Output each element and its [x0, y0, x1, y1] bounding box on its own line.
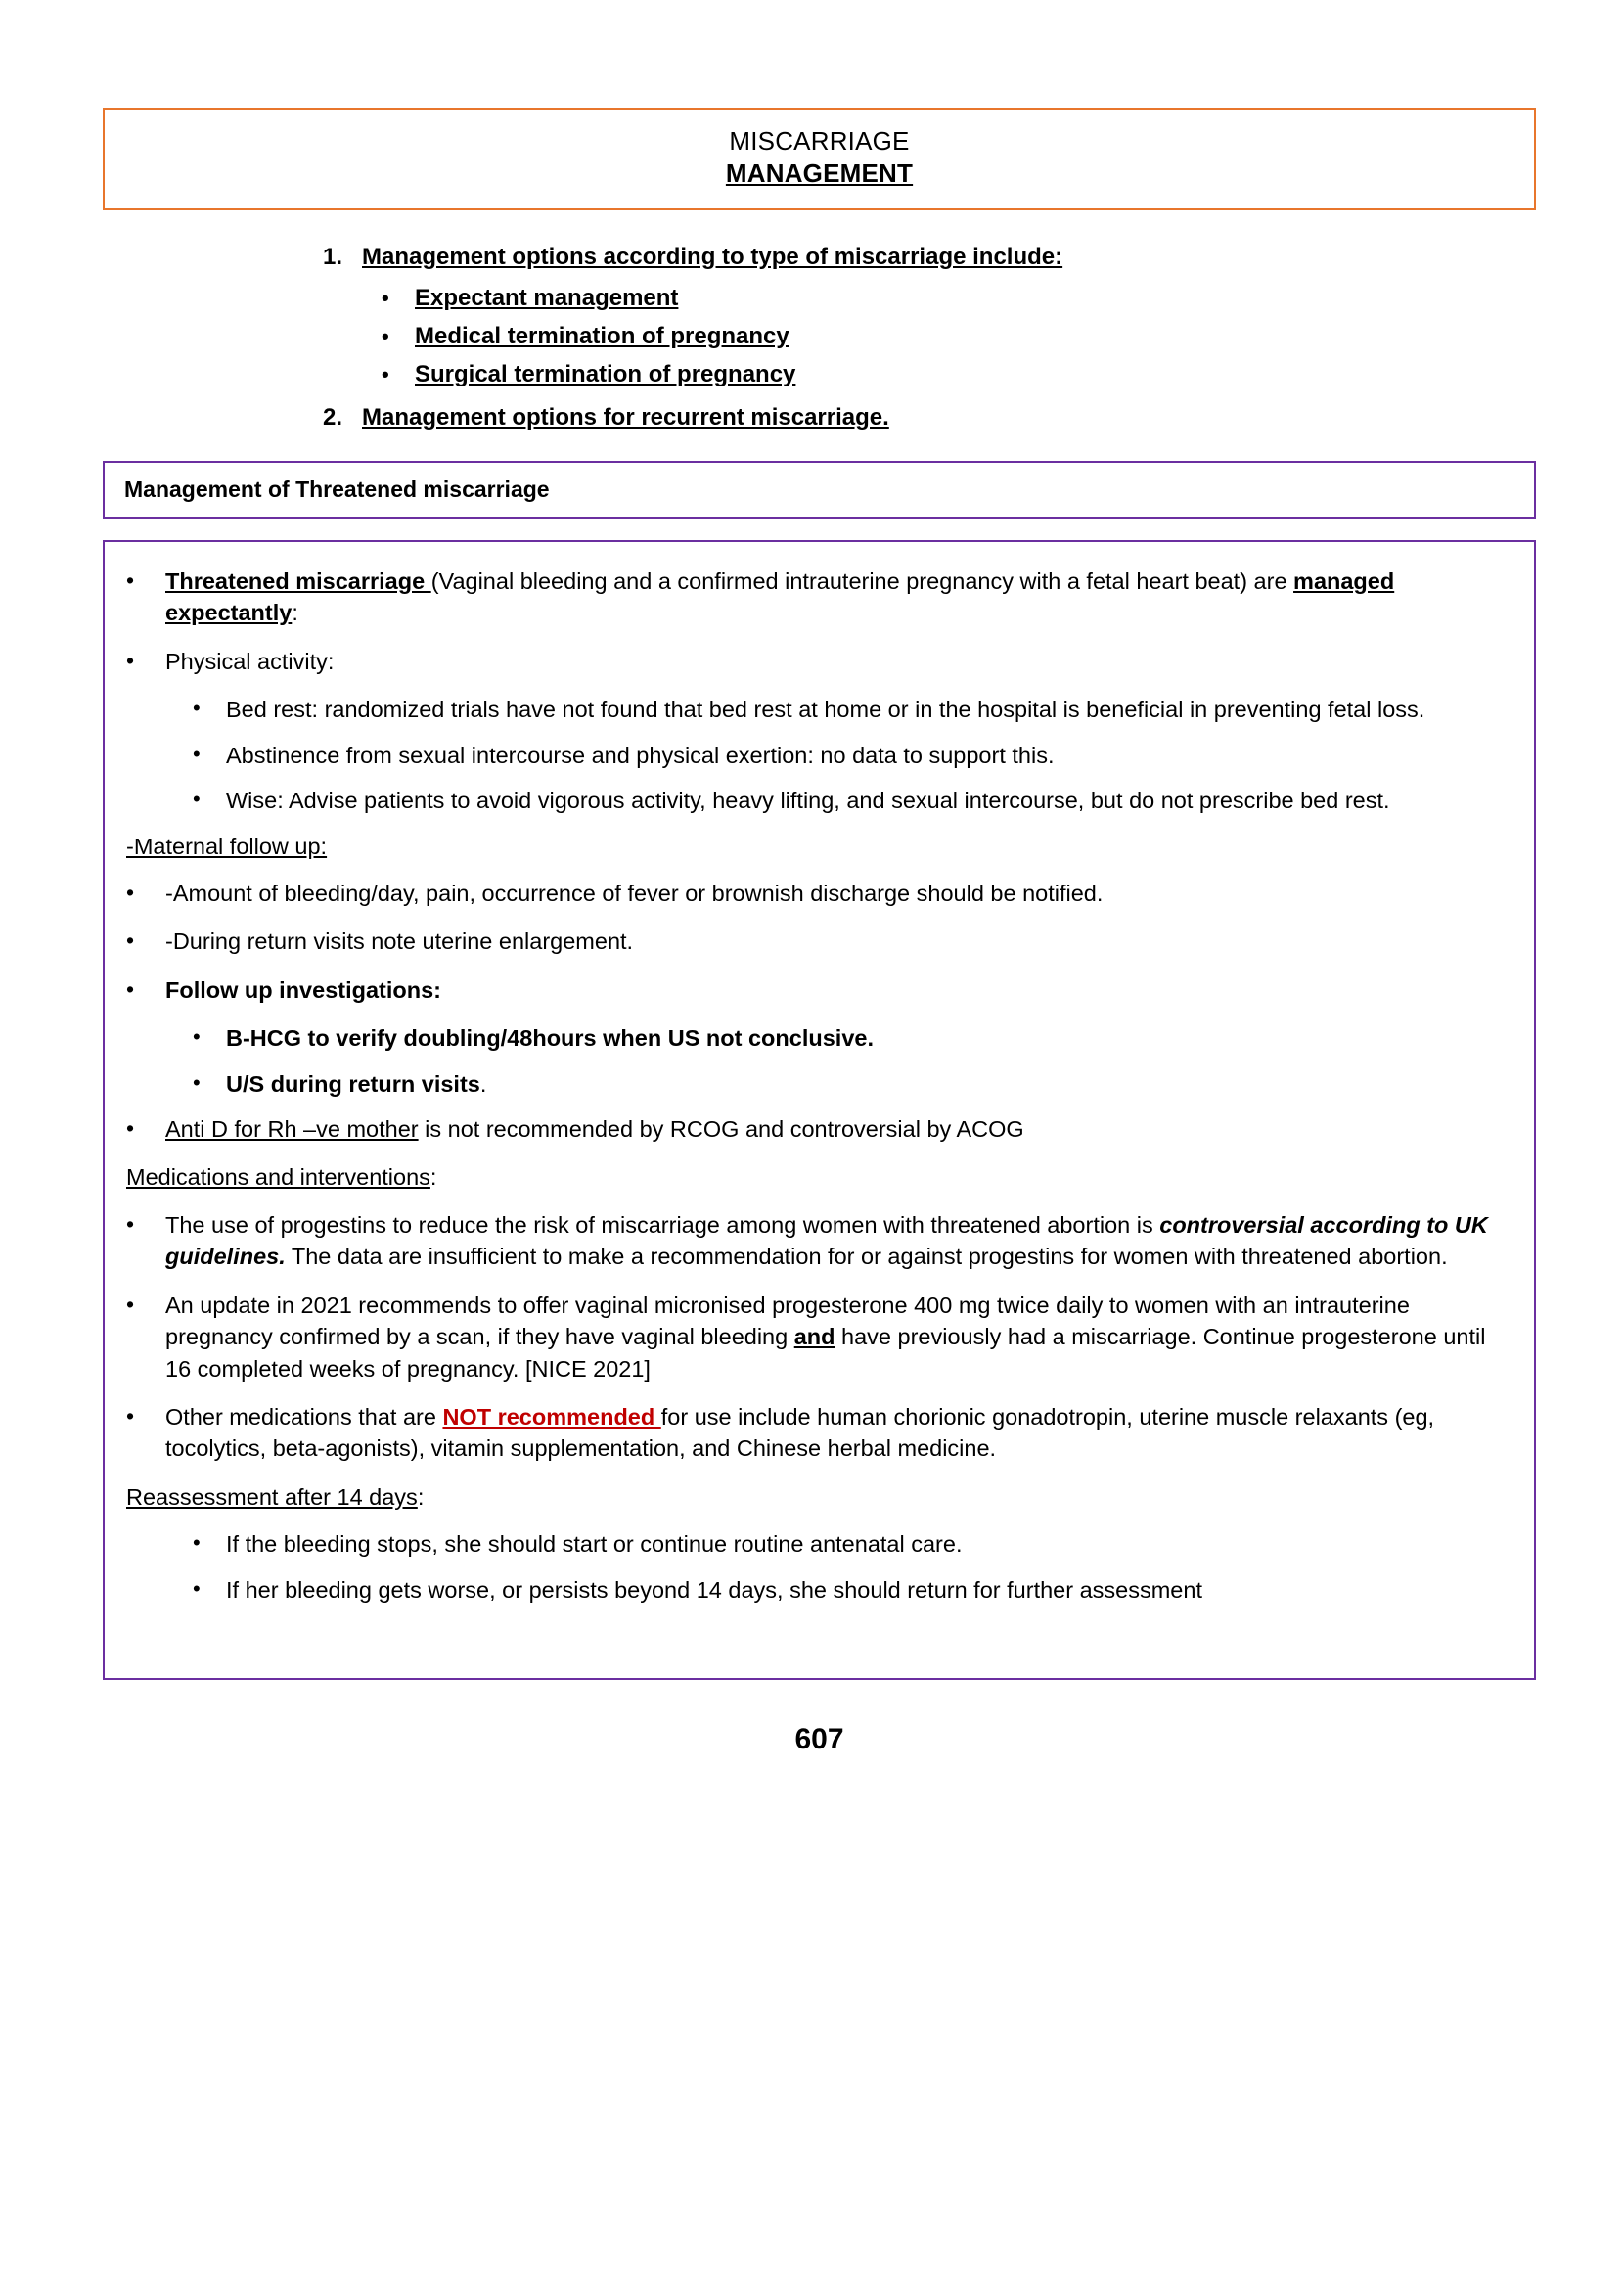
term-label: Threatened miscarriage [165, 568, 431, 594]
bullet-icon: • [126, 1291, 135, 1317]
medications-heading-tail: : [429, 1164, 437, 1191]
page-number: 607 [794, 1723, 844, 1756]
list-item [103, 361, 1536, 388]
maternal-followup-list [126, 878, 1512, 1006]
content-bullet-list [126, 566, 1512, 677]
list-item [193, 1068, 1512, 1100]
list-item [193, 785, 1512, 816]
progesterone-text-part2: have previously had a miscarriage. Continue progesterone until 16 completed weeks of pregnancy. [NICE 2021] [165, 1324, 1486, 1382]
reassessment-heading-tail: : [417, 1483, 425, 1510]
anti-d-list [126, 1113, 1512, 1145]
list-item [126, 1401, 1512, 1465]
bullet-icon: • [193, 696, 201, 721]
progesterone-2021-statement [165, 1290, 1512, 1385]
list-item [126, 646, 1512, 677]
bullet-icon: • [193, 1530, 201, 1556]
list-item [126, 1113, 1512, 1145]
list-item-label: Abstinence from sexual intercourse and physical exertion: no data to support this. [226, 742, 1055, 768]
not-recommended-statement [165, 1401, 1512, 1465]
anti-d-term: Anti D for Rh –ve mother [165, 1116, 419, 1143]
bullet-icon: • [193, 741, 201, 766]
list-item [193, 694, 1512, 725]
investigation-tail: . [479, 1070, 487, 1097]
not-recommended-part1: Other medications that are [165, 1404, 443, 1430]
definition-text: (Vaginal bleeding and a confirmed intrauterine pregnancy with a fetal heart beat) are [430, 568, 1294, 594]
not-recommended-part2: for use include human chorionic gonadotropin, uterine muscle relaxants (eg, tocolytics, beta-agonists), vitamin supplementation, and Chinese herbal medicine. [165, 1404, 1435, 1462]
list-item [126, 1209, 1512, 1273]
bullet-icon: • [193, 1024, 201, 1050]
list-item [103, 323, 1536, 350]
followup-investigations-list [126, 1022, 1512, 1100]
list-item [193, 1528, 1512, 1560]
section-content-box [103, 540, 1536, 1680]
list-item [126, 566, 1512, 629]
list-item [126, 1290, 1512, 1385]
bullet-icon: • [126, 568, 135, 593]
list-item-label: -During return visits note uterine enlargement. [165, 929, 634, 955]
physical-activity-sublist [126, 694, 1512, 816]
bullet-icon: • [126, 976, 135, 1002]
progestins-emphasis: controversial according to UK guidelines. [165, 1211, 1488, 1270]
not-recommended-warning: NOT recommended [442, 1404, 661, 1430]
numbered-item [103, 404, 1536, 431]
investigation-bold-text: B-HCG to verify doubling/48hours when US not conclusive. [226, 1025, 874, 1052]
list-item-label: Bed rest: randomized trials have not found that bed rest at home or in the hospital is beneficial in preventing fetal loss. [226, 697, 1425, 723]
list-item-label: Expectant management [415, 285, 679, 311]
reassessment-list [126, 1528, 1512, 1606]
bullet-icon: • [193, 787, 201, 812]
bullet-icon: • [126, 1210, 135, 1237]
list-item [126, 878, 1512, 909]
bullet-icon: • [382, 286, 389, 310]
list-item [103, 285, 1536, 312]
progestins-statement [165, 1209, 1512, 1273]
list-text: Management options according to type of miscarriage include: [362, 244, 1063, 270]
title-box [103, 108, 1536, 210]
medications-list [126, 1209, 1512, 1465]
list-number: 2. [323, 404, 343, 431]
progestins-text-part2: The data are insufficient to make a recommendation for or against progestins for women with threatened abortion. [285, 1244, 1448, 1270]
progesterone-text-part1: An update in 2021 recommends to offer vaginal micronised progesterone 400 mg twice daily to women with an intrauterine pregnancy confirmed by a scan, if they have vaginal bleeding [165, 1292, 1410, 1350]
followup-investigations-heading: Follow up investigations: [165, 976, 441, 1003]
progestins-text-part1: The use of progestins to reduce the risk of miscarriage among women with threatened abortion is [165, 1211, 1160, 1238]
reassessment-heading [126, 1481, 1512, 1513]
anti-d-statement [165, 1113, 1512, 1145]
list-item-label [226, 1068, 1512, 1100]
management-options-sublist [103, 285, 1536, 388]
section-header: Management of Threatened miscarriage [103, 461, 1536, 519]
bullet-icon: • [382, 362, 389, 386]
document-title-primary: MISCARRIAGE [729, 126, 910, 156]
list-item-label: If the bleeding stops, she should start or continue routine antenatal care. [226, 1531, 963, 1558]
physical-activity-heading: Physical activity: [165, 648, 335, 674]
list-item [126, 975, 1512, 1006]
bullet-icon: • [126, 1403, 135, 1430]
progesterone-emphasis: and [793, 1324, 835, 1350]
investigation-bold-text: U/S during return visits [226, 1070, 480, 1097]
bullet-icon: • [193, 1069, 201, 1095]
bullet-icon: • [382, 324, 389, 348]
bullet-icon: • [126, 647, 135, 673]
threatened-miscarriage-definition [165, 566, 1512, 629]
list-item-label [226, 1022, 1512, 1054]
definition-tail: : [292, 600, 298, 626]
reassessment-heading-text: Reassessment after 14 days [126, 1483, 418, 1510]
list-item-label: Wise: Advise patients to avoid vigorous activity, heavy lifting, and sexual intercourse, but do not prescribe bed rest. [226, 788, 1390, 814]
list-item-label: Medical termination of pregnancy [415, 323, 789, 349]
list-item [126, 926, 1512, 957]
document-title-secondary: MANAGEMENT [725, 158, 914, 188]
list-item-label: -Amount of bleeding/day, pain, occurrence of fever or brownish discharge should be notified. [165, 880, 1104, 906]
list-number: 1. [323, 244, 343, 270]
list-item-label: If her bleeding gets worse, or persists beyond 14 days, she should return for further assessment [226, 1576, 1202, 1603]
emphasis-text: managed expectantly [165, 568, 1395, 626]
bullet-icon: • [193, 1575, 201, 1601]
list-item [193, 1022, 1512, 1054]
list-item [193, 740, 1512, 771]
maternal-followup-heading: -Maternal follow up: [126, 833, 328, 859]
list-item-label: Surgical termination of pregnancy [415, 361, 796, 387]
bullet-icon: • [126, 1115, 135, 1142]
medications-heading [126, 1161, 1512, 1193]
management-options-list [103, 244, 1536, 431]
list-text: Management options for recurrent miscarriage. [362, 404, 889, 431]
anti-d-text: is not recommended by RCOG and controversial by ACOG [418, 1116, 1024, 1143]
medications-heading-text: Medications and interventions [126, 1164, 430, 1191]
numbered-item [103, 244, 1536, 271]
bullet-icon: • [126, 928, 135, 954]
list-item [193, 1574, 1512, 1606]
bullet-icon: • [126, 879, 135, 905]
